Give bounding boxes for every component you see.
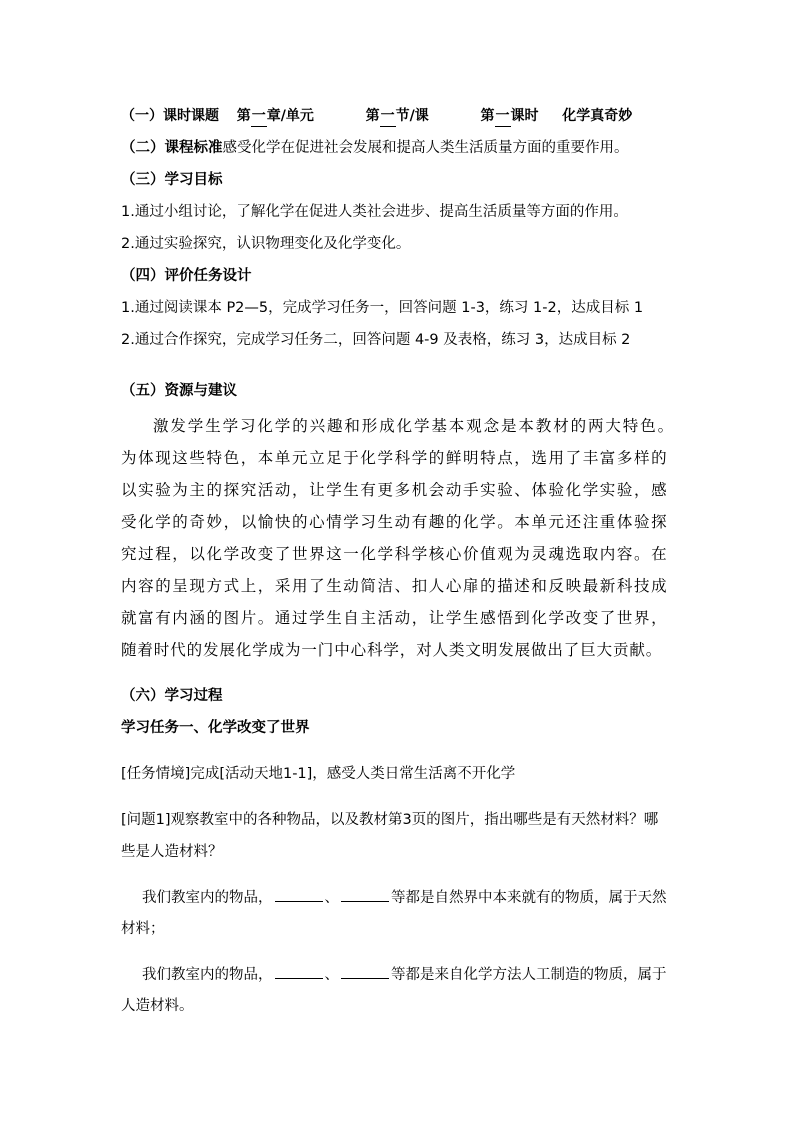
natural-materials-line2: 材料； (121, 921, 165, 937)
artificial-prefix: 我们教室内的物品， (142, 967, 273, 983)
natural-separator: 、 (324, 890, 339, 906)
learning-goal-item: 1.通过小组讨论，了解化学在促进人类社会进步、提高生活质量等方面的作用。 (121, 204, 628, 220)
chapter-number: 一 (251, 106, 267, 127)
artificial-separator: 、 (324, 967, 339, 983)
natural-blank-2[interactable] (341, 887, 389, 902)
learning-goals-heading: （三）学习目标 (121, 172, 223, 188)
resources-paragraph-line: 受化学的奇妙，以愉快的心情学习生动有趣的化学。本单元还注重体验探 (121, 513, 669, 531)
section-number: 一 (380, 106, 396, 127)
artificial-blank-1[interactable] (275, 964, 323, 979)
period-number: 一 (495, 106, 511, 127)
curriculum-standard-line (121, 138, 629, 158)
task-context: [任务情境]完成[活动天地1-1]，感受人类日常生活离不开化学 (121, 766, 516, 782)
natural-materials-line (142, 887, 667, 908)
chapter-post: 章/单元 (266, 108, 314, 124)
resources-paragraph-line: 就富有内涵的图片。通过学生自主活动，让学生感悟到化学改变了世界， (121, 609, 669, 627)
lesson-title-line (121, 106, 632, 127)
section-pre: 第 (365, 108, 380, 124)
artificial-blank-2[interactable] (341, 964, 389, 979)
resources-paragraph-line: 究过程，以化学改变了世界这一化学科学核心价值观为灵魂选取内容。在 (121, 545, 669, 563)
resources-paragraph-line: 以实验为主的探究活动，让学生有更多机会动手实验、体验化学实验，感 (121, 481, 669, 499)
learning-process-heading: （六）学习过程 (121, 688, 223, 704)
natural-prefix: 我们教室内的物品， (142, 890, 273, 906)
section-post: 节/课 (395, 108, 429, 124)
question1-line1: [问题1]观察教室中的各种物品，以及教材第3页的图片，指出哪些是有天然材料？哪 (121, 812, 659, 828)
period-post: 课时 (510, 108, 539, 124)
task1-title: 学习任务一、化学改变了世界 (121, 720, 310, 736)
assessment-item: 2.通过合作探究，完成学习任务二，回答问题 4-9 及表格，练习 3，达成目标 2 (121, 332, 631, 348)
lesson-topic: 化学真奇妙 (562, 108, 633, 124)
curriculum-standard-text: 感受化学在促进社会发展和提高人类生活质量方面的重要作用。 (222, 140, 629, 156)
assessment-heading: （四）评价任务设计 (121, 268, 252, 284)
natural-blank-1[interactable] (275, 887, 323, 902)
chapter-pre: 第 (236, 108, 251, 124)
resources-paragraph-line: 激发学生学习化学的兴趣和形成化学基本观念是本教材的两大特色。 (153, 417, 676, 435)
artificial-materials-line (142, 964, 667, 985)
question1-line2: 些是人造材料？ (121, 844, 223, 860)
assessment-item: 1.通过阅读课本 P2—5，完成学习任务一，回答问题 1-3，练习 1-2，达成目标 1 (121, 300, 644, 316)
resources-paragraph-line: 内容的呈现方式上，采用了生动简洁、扣人心扉的描述和反映最新科技成 (121, 577, 669, 595)
period-pre: 第 (480, 108, 495, 124)
resources-paragraph-line: 为体现这些特色，本单元立足于化学科学的鲜明特点，选用了丰富多样的 (121, 449, 669, 467)
artificial-materials-line2: 人造材料。 (121, 998, 194, 1014)
resources-heading: （五）资源与建议 (121, 383, 237, 399)
learning-goal-item: 2.通过实验探究，认识物理变化及化学变化。 (121, 236, 411, 252)
natural-suffix: 等都是自然界中本来就有的物质，属于天然 (391, 890, 667, 906)
lesson-title-label: （一）课时课题 (121, 108, 219, 124)
curriculum-standard-label: （二）课程标准 (121, 140, 223, 156)
artificial-suffix: 等都是来自化学方法人工制造的物质，属于 (391, 967, 667, 983)
resources-paragraph-line: 随着时代的发展化学成为一门中心科学，对人类文明发展做出了巨大贡献。 (121, 641, 663, 659)
